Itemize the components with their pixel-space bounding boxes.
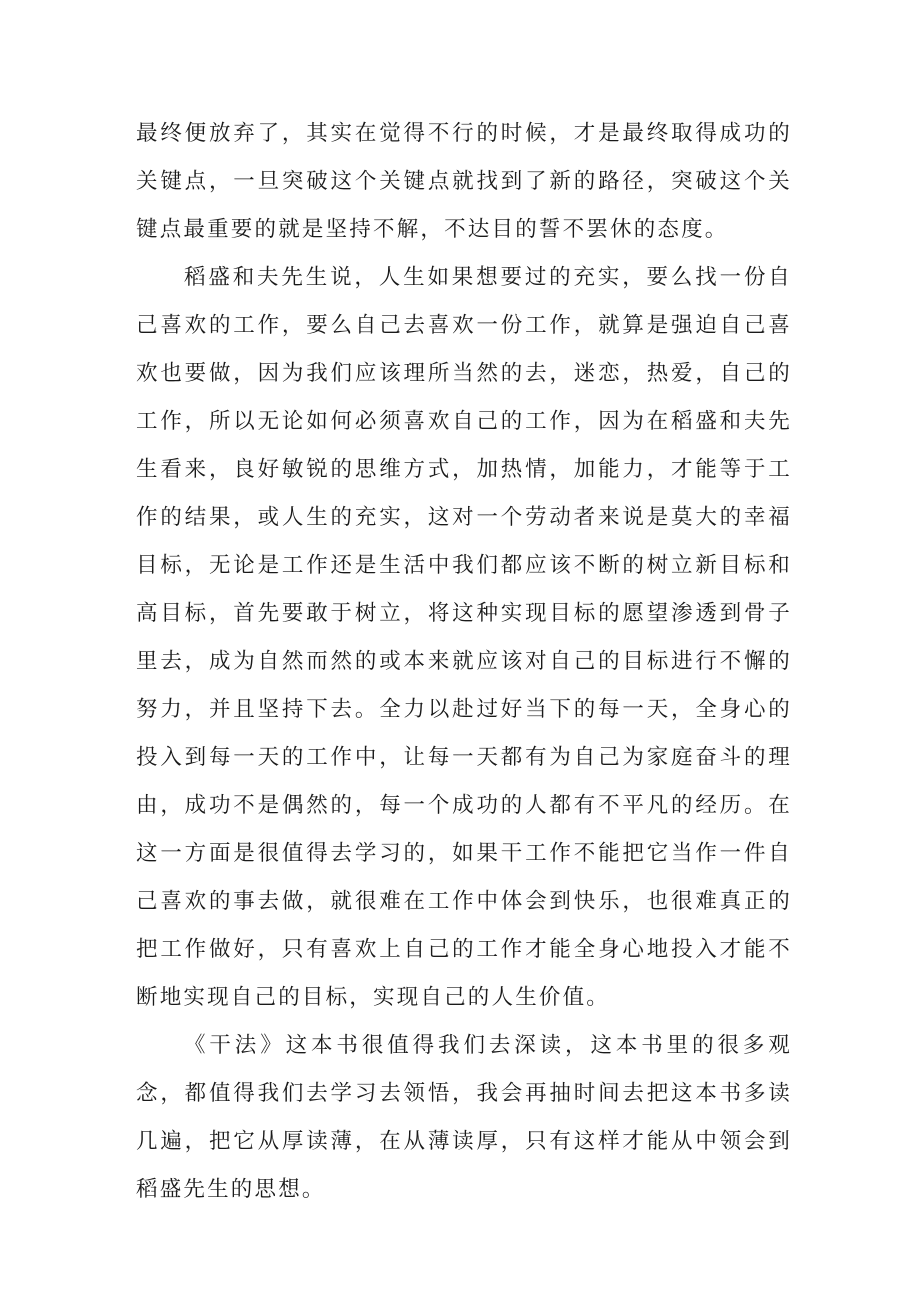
paragraph-3: 《干法》这本书很值得我们去深读，这本书里的很多观念，都值得我们去学习去领悟，我会再抽时间去把这本书多读几遍，把它从厚读薄，在从薄读厚，只有这样才能从中领会到稻盛先生的思想。: [136, 1033, 792, 1202]
document-body: [136, 110, 792, 1214]
paragraph-2: 稻盛和夫先生说，人生如果想要过的充实，要么找一份自己喜欢的工作，要么自己去喜欢一份工作，就算是强迫自己喜欢也要做，因为我们应该理所当然的去，迷恋，热爱，自己的工作，所以无论如何必须喜欢自己的工作，因为在稻盛和夫先生看来，良好敏锐的思维方式，加热情，加能力，才能等于工作的结果，或人生的充实，这对一个劳动者来说是莫大的幸福目标，无论是工作还是生活中我们都应该不断的树立新目标和高目标，首先要敢于树立，将这种实现目标的愿望渗透到骨子里去，成为自然而然的或本来就应该对自己的目标进行不懈的努力，并且坚持下去。全力以赴过好当下的每一天，全身心的投入到每一天的工作中，让每一天都有为自己为家庭奋斗的理由，成功不是偶然的，每一个成功的人都有不平凡的经历。在这一方面是很值得去学习的，如果干工作不能把它当作一件自己喜欢的事去做，就很难在工作中体会到快乐，也很难真正的把工作做好，只有喜欢上自己的工作才能全身心地投入才能不断地实现自己的目标，实现自己的人生价值。: [136, 265, 792, 1010]
paragraph-1: 最终便放弃了，其实在觉得不行的时候，才是最终取得成功的关键点，一旦突破这个关键点就找到了新的路径，突破这个关键点最重要的就是坚持不解，不达目的誓不罢休的态度。: [136, 121, 792, 242]
